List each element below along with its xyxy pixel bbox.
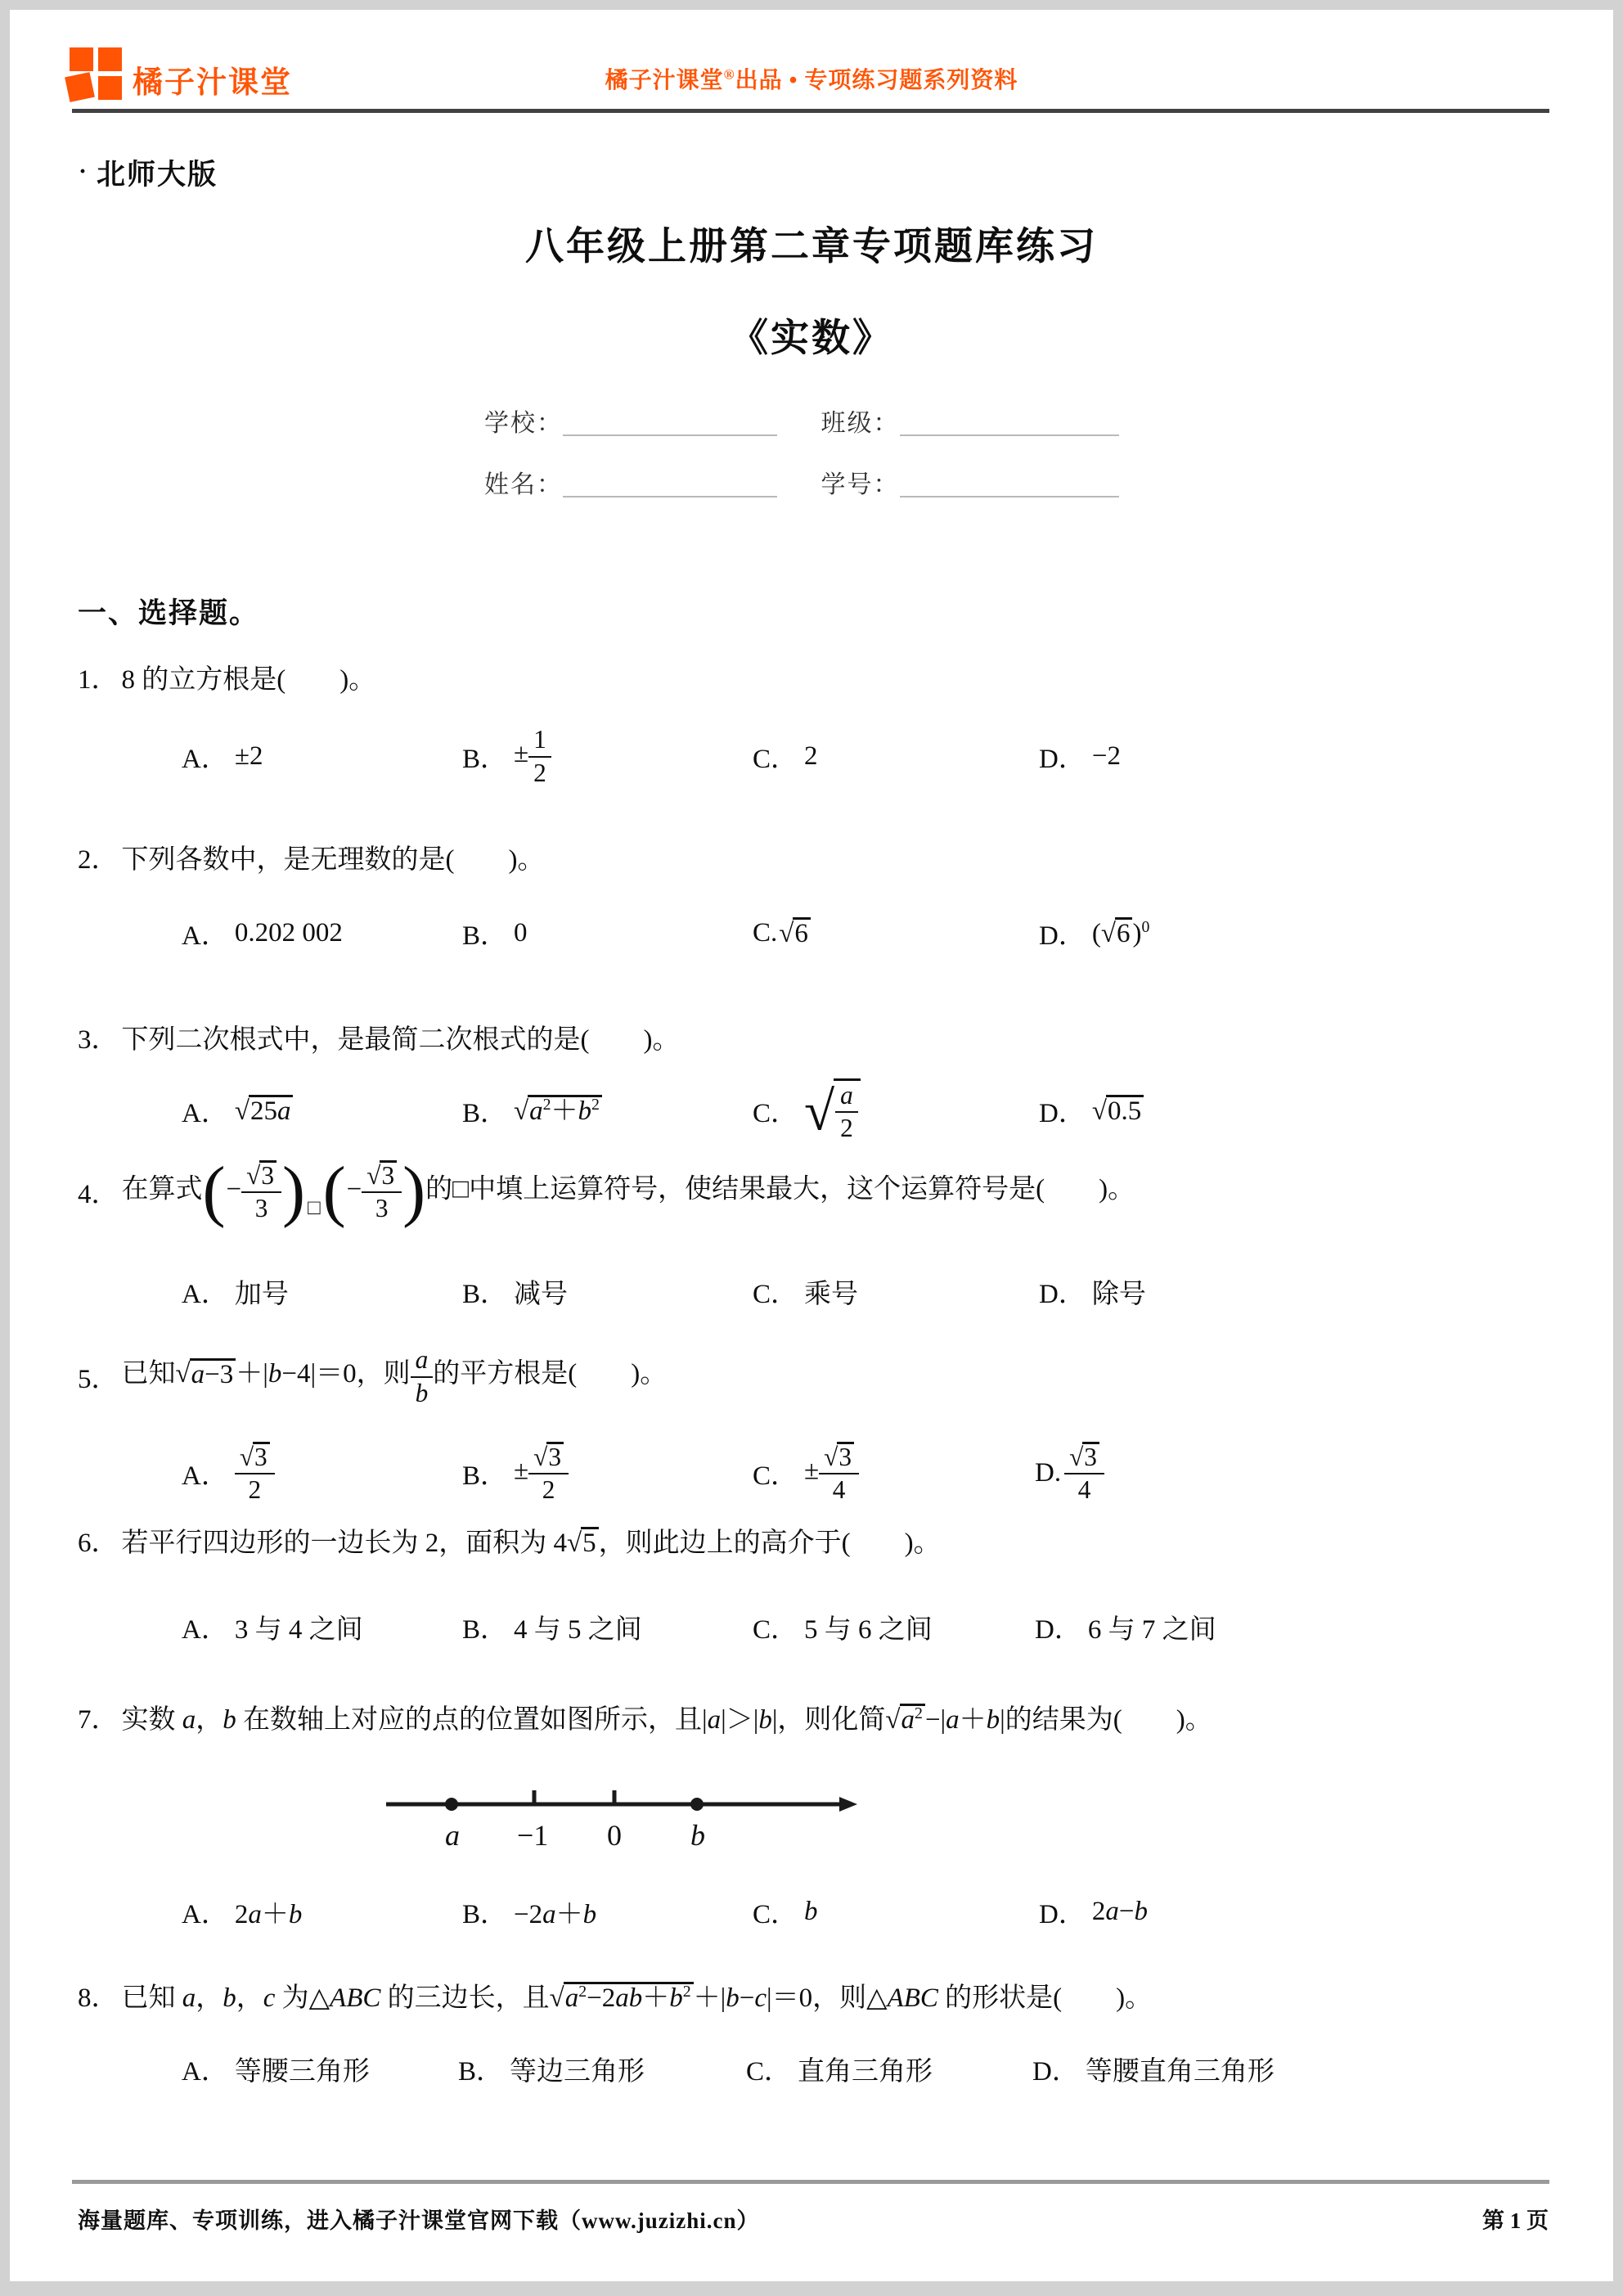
question-6-option-d: D． 6 与 7 之间 — [1035, 1614, 1216, 1645]
question-5-option-b: B． ± $\frac{√3}{2}$ — [462, 1422, 569, 1524]
question-2-number: 2． — [78, 844, 119, 875]
number-line-arrowhead — [839, 1797, 857, 1812]
question-7-text: 实数 a，b 在数轴上对应的点的位置如图所示，且|a|＞|b|，则化简$√a^2-|a+b|$的结果为( )。 — [121, 1704, 1212, 1735]
header-divider — [72, 109, 1549, 113]
question-2-options — [0, 898, 1623, 967]
question-7-option-b: B． −2a＋b — [462, 1899, 597, 1929]
class-label: 班级： — [820, 410, 900, 437]
question-3-option-a: A． √25a — [182, 1062, 293, 1159]
field-row-1 — [484, 403, 1119, 439]
question-4-number: 4． — [78, 1179, 119, 1209]
question-5-number: 5． — [78, 1364, 119, 1394]
question-8-option-c: C． 直角三角形 — [746, 2056, 933, 2087]
question-1-stem — [78, 653, 375, 700]
name-label: 姓名： — [484, 471, 563, 498]
header-slogan: 橘子汁课堂®出品 • 专项练习题系列资料 — [605, 66, 1018, 93]
school-blank — [563, 407, 777, 436]
question-3-option-c: C． √ $\frac{a}{2}$ — [753, 1062, 861, 1159]
question-2-option-b: B． 0 — [462, 917, 528, 951]
question-6-option-a: A． 3 与 4 之间 — [182, 1614, 363, 1645]
question-5-text: 已知√a−3＋|b−4|＝0，则 $\frac{a}{b}$ 的平方根是( )。 — [121, 1345, 668, 1407]
brand-logo-text: 橘子汁课堂 — [133, 65, 292, 99]
worksheet-subtitle: 《实数》 — [730, 317, 893, 360]
question-8-option-a: A． 等腰三角形 — [182, 2056, 370, 2087]
question-4-option-b: B． 减号 — [462, 1279, 569, 1309]
question-7-option-d: D． 2a−b — [1039, 1896, 1148, 1929]
page-number: 第 1 页 — [1482, 2208, 1549, 2233]
question-1-option-a: A． ±2 — [182, 741, 263, 774]
label-minus-1: −1 — [517, 1819, 549, 1852]
question-8-number: 8． — [78, 1983, 119, 2013]
class-blank — [900, 407, 1119, 436]
point-b-dot — [690, 1798, 704, 1811]
question-3-options — [0, 1062, 1623, 1159]
question-4-stem — [78, 1146, 1135, 1237]
edition-label — [79, 152, 218, 193]
question-2-text: 下列各数中，是无理数的是( )。 — [121, 844, 545, 875]
question-3-number: 3． — [78, 1024, 119, 1055]
question-2-option-a: A． 0.202 002 — [182, 917, 343, 951]
section-heading-choice: 一、选择题。 — [78, 597, 260, 629]
question-2-stem — [78, 833, 544, 880]
footer-promo-text: 海量题库、专项训练，进入橘子汁课堂官网下载（www.juzizhi.cn） — [78, 2208, 760, 2233]
question-1-option-b: B． ± $\frac{1}{2}$ — [462, 710, 551, 802]
question-1-number: 1． — [78, 664, 119, 695]
question-4-option-a: A． 加号 — [182, 1279, 289, 1309]
question-6-option-c: C． 5 与 6 之间 — [753, 1614, 933, 1645]
question-4-options — [0, 1267, 1623, 1316]
worksheet-title: 八年级上册第二章专项题库练习 — [525, 226, 1098, 268]
question-2-option-d: D． $(√6)^0$ — [1039, 917, 1150, 951]
question-7-option-c: C． b — [753, 1896, 818, 1929]
question-6-stem — [78, 1515, 941, 1564]
label-a: a — [445, 1819, 460, 1852]
number-line-figure — [384, 1786, 875, 1860]
question-6-option-b: B． 4 与 5 之间 — [462, 1614, 642, 1645]
question-3-option-b: B． $√a^2+b^2$ — [462, 1062, 602, 1159]
question-8-stem — [78, 1969, 1152, 2021]
question-2-option-c: C. √6 — [753, 898, 811, 967]
question-5-option-d: D. $\frac{√3}{4}$ — [1035, 1422, 1104, 1524]
label-0: 0 — [607, 1819, 622, 1852]
question-7-option-a: A． 2a＋b — [182, 1899, 303, 1929]
question-6-number: 6． — [78, 1528, 119, 1558]
point-a-dot — [445, 1798, 458, 1811]
question-8-option-d: D． 等腰直角三角形 — [1032, 2056, 1275, 2087]
question-5-option-c: C． ± $\frac{√3}{4}$ — [753, 1422, 859, 1524]
question-4-option-d: D． 除号 — [1039, 1279, 1146, 1309]
field-row-2 — [484, 464, 1119, 500]
question-1-option-c: C． 2 — [753, 741, 818, 774]
question-8-options — [0, 2044, 1623, 2093]
label-b: b — [690, 1819, 705, 1852]
question-4-option-c: C． 乘号 — [753, 1279, 859, 1309]
question-1-options — [0, 710, 1623, 802]
question-8-text: 已知 a，b，c 为△ABC 的三边长，且$√a^2-2ab+b^2+|b-c|=0$，则△ABC 的形状是( )。 — [121, 1982, 1153, 2013]
student-id-blank — [900, 468, 1119, 497]
question-3-text: 下列二次根式中，是最简二次根式的是( )。 — [121, 1024, 680, 1055]
edition-text: 北师大版 — [97, 159, 218, 191]
question-1-text: 8 的立方根是( )。 — [121, 664, 376, 695]
question-3-option-d: D． √0.5 — [1039, 1062, 1144, 1159]
question-3-stem — [78, 1013, 679, 1060]
school-label: 学校： — [484, 410, 563, 437]
question-5-option-a: A． $\frac{√3}{2}$ — [182, 1422, 275, 1524]
footer-divider — [72, 2180, 1549, 2184]
name-blank — [563, 468, 777, 497]
question-7-options — [0, 1887, 1623, 1936]
question-1-option-d: D． −2 — [1039, 741, 1121, 774]
question-5-stem — [78, 1334, 667, 1419]
question-7-stem — [78, 1692, 1212, 1741]
question-6-text: 若平行四边形的一边长为 2，面积为 4√5，则此边上的高介于( )。 — [121, 1528, 941, 1558]
edition-bullet: · — [79, 158, 89, 185]
question-7-number: 7． — [78, 1704, 119, 1735]
question-6-options — [0, 1602, 1623, 1651]
question-8-option-b: B． 等边三角形 — [458, 2056, 645, 2087]
question-4-text: 在算式(− $\frac{√3}{3}$ ) □(− $\frac{√3}{3}$ )的□中填上运算符号，使结果最大，这个运算符号是( )。 — [121, 1153, 1135, 1229]
question-5-options — [0, 1422, 1623, 1524]
student-id-label: 学号： — [820, 471, 900, 498]
